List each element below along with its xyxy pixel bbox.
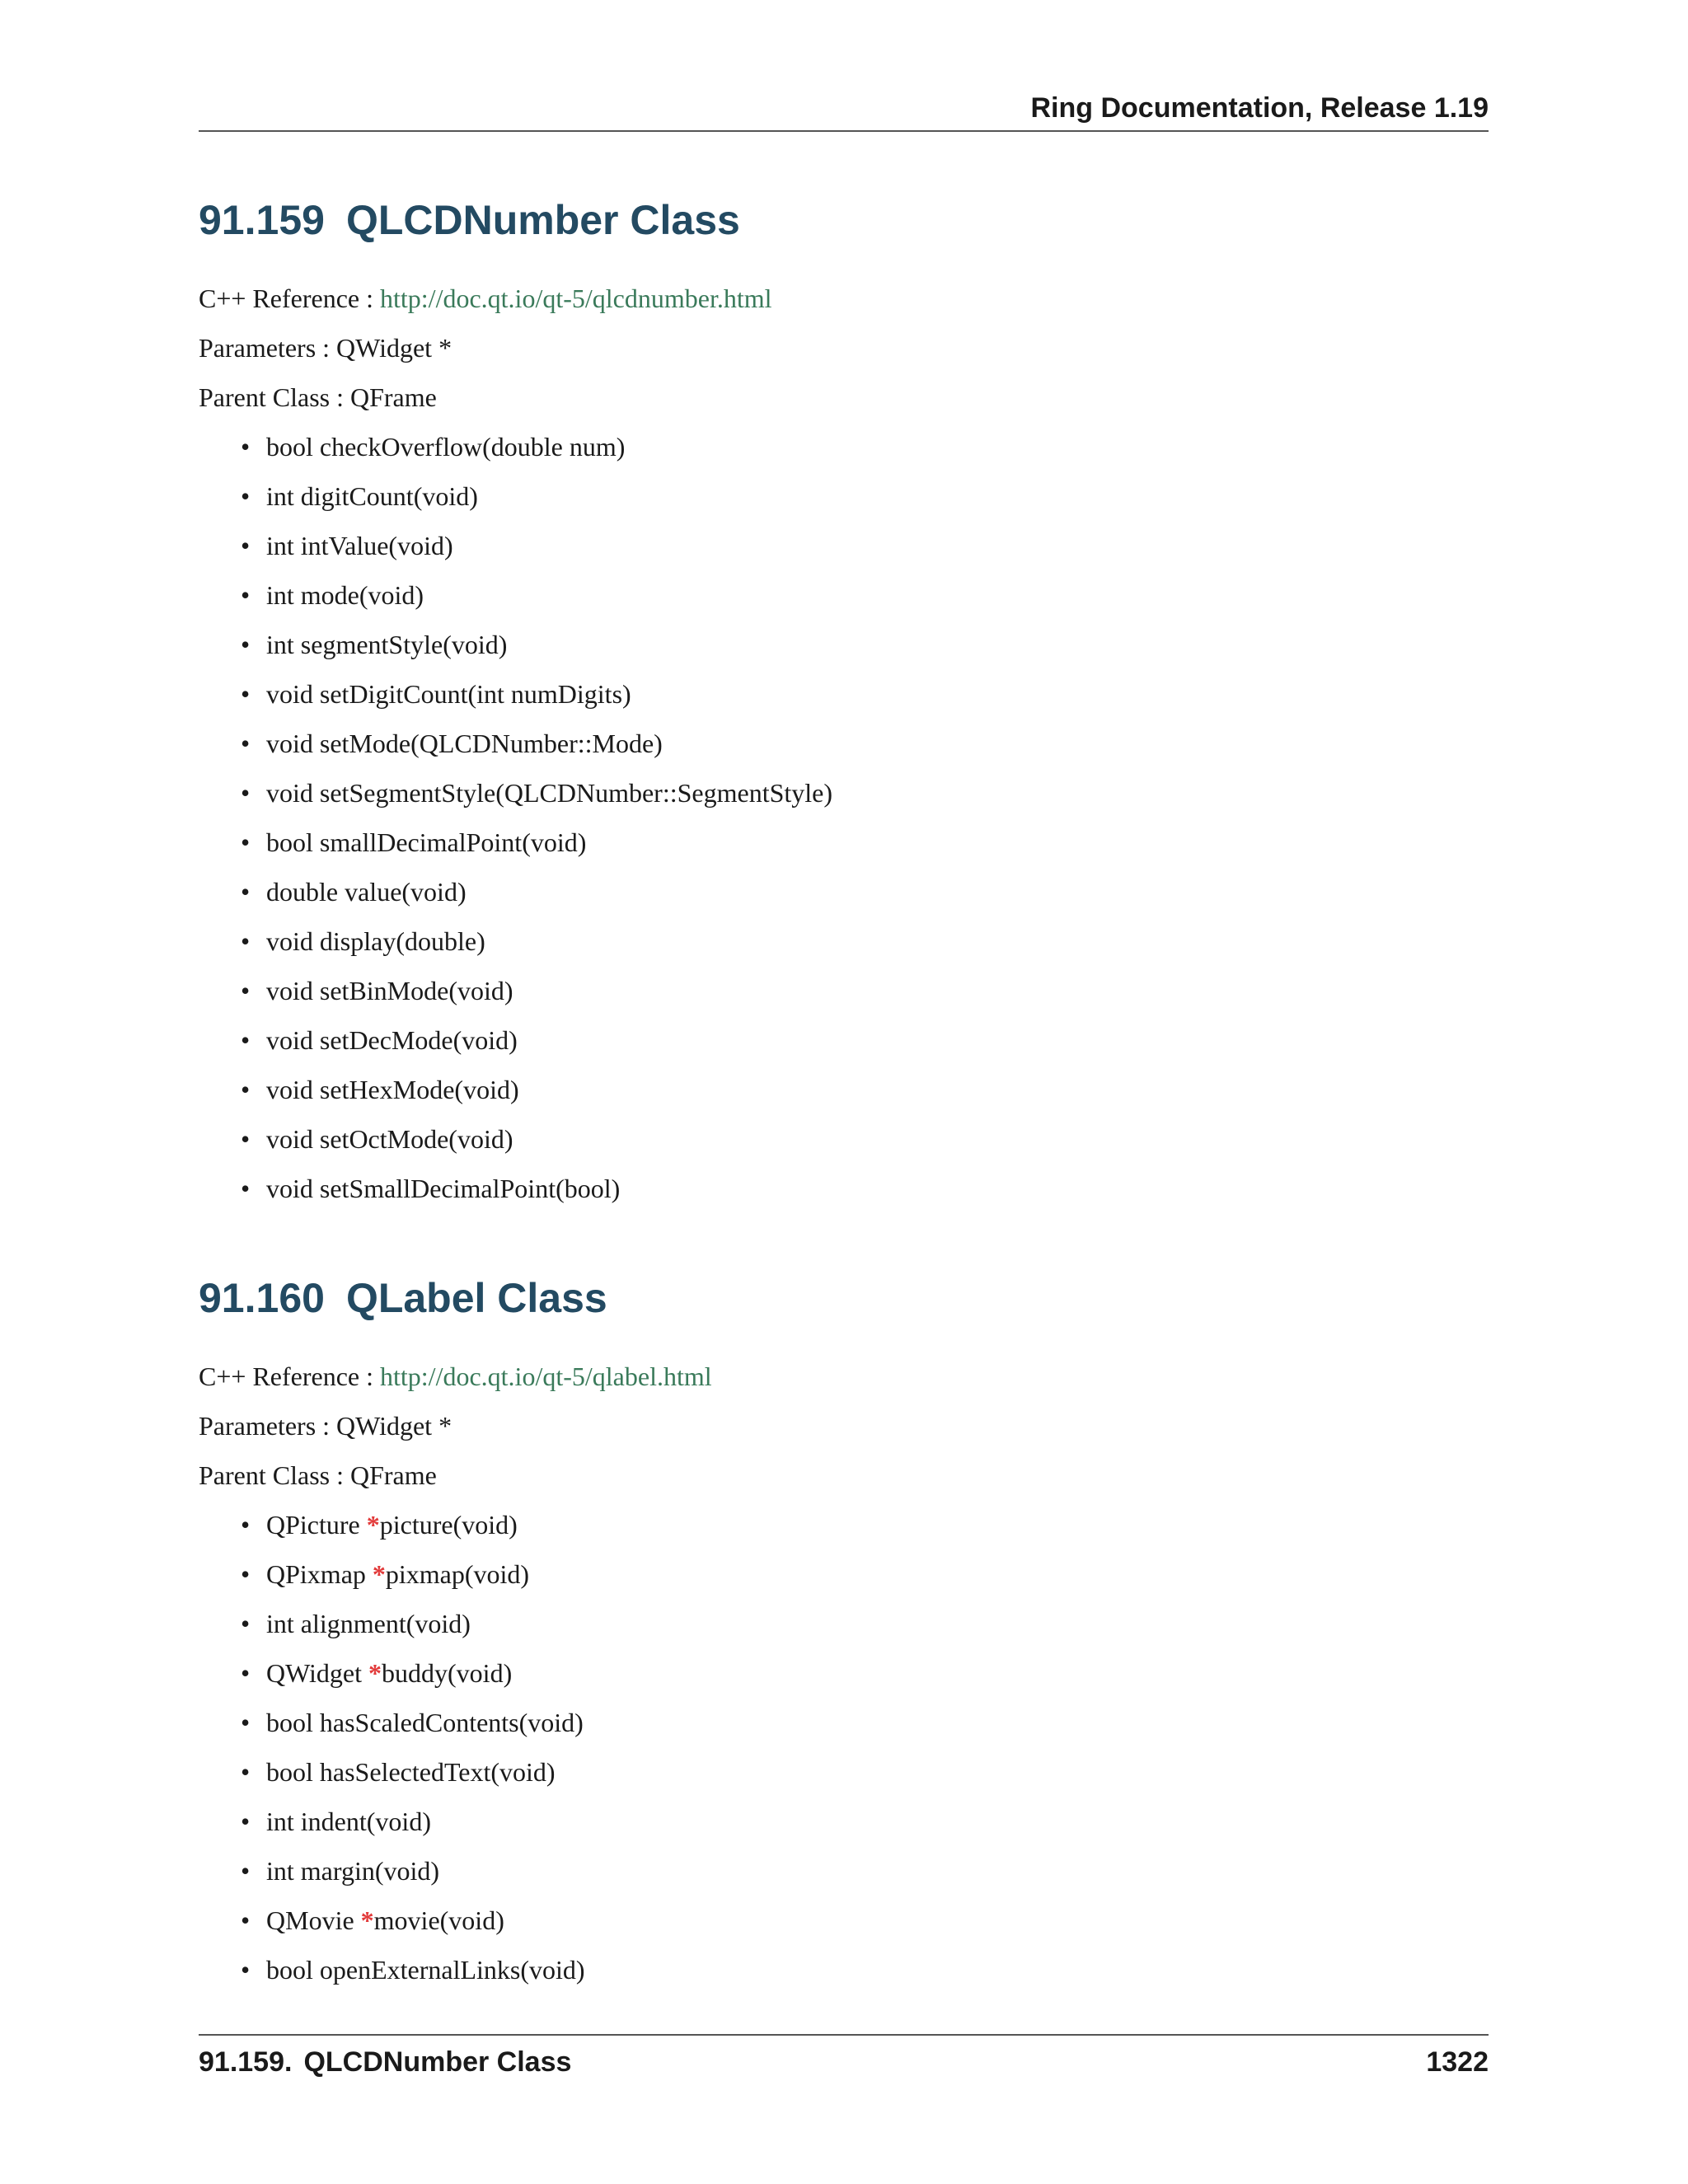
list-item: • void setSegmentStyle(QLCDNumber::SegmentStyle): [266, 768, 1489, 818]
list-item: • int mode(void): [266, 570, 1489, 620]
running-header: Ring Documentation, Release 1.19: [1030, 92, 1489, 124]
cpp-reference-label: C++ Reference :: [199, 284, 380, 313]
method-signature: picture(void): [379, 1510, 518, 1540]
method-return-type: QMovie: [266, 1905, 361, 1935]
list-item: • void setMode(QLCDNumber::Mode): [266, 719, 1489, 768]
section-title: [199, 1269, 1489, 1327]
list-item: • void setHexMode(void): [266, 1065, 1489, 1114]
parameters-line: Parameters : QWidget *: [199, 1411, 452, 1441]
method-list: [199, 422, 1489, 1213]
list-item: [266, 1896, 1489, 1945]
pointer-marker: *: [368, 1658, 382, 1688]
pointer-marker: *: [366, 1510, 380, 1540]
method-return-type: QPicture: [266, 1510, 367, 1540]
list-item: • void setOctMode(void): [266, 1114, 1489, 1164]
section-qlabel: [199, 1269, 1489, 1994]
list-item: • void setSmallDecimalPoint(bool): [266, 1164, 1489, 1213]
list-item: • void setBinMode(void): [266, 966, 1489, 1015]
list-item: [266, 1797, 1489, 1846]
section-number: 91.160: [199, 1275, 325, 1321]
footer-section: [199, 2042, 571, 2082]
section-title-text: QLCDNumber Class: [345, 197, 740, 243]
list-item: • void setDecMode(void): [266, 1015, 1489, 1065]
method-return-type: QPixmap: [266, 1559, 373, 1589]
list-item: [266, 1500, 1489, 1549]
list-item: [266, 1698, 1489, 1747]
list-item: [266, 1549, 1489, 1599]
parent-class-line: Parent Class : QFrame: [199, 382, 437, 412]
footer-section-title: QLCDNumber Class: [303, 2046, 572, 2078]
list-item: [266, 1648, 1489, 1698]
list-item: • int segmentStyle(void): [266, 620, 1489, 669]
parameters-line: Parameters : QWidget *: [199, 333, 452, 363]
method-signature: bool hasSelectedText(void): [266, 1757, 556, 1787]
method-signature: buddy(void): [382, 1658, 513, 1688]
cpp-reference-line: [199, 274, 1489, 323]
method-signature: bool hasScaledContents(void): [266, 1708, 584, 1737]
pointer-marker: *: [360, 1905, 374, 1935]
method-signature: int margin(void): [266, 1856, 440, 1886]
cpp-reference-line: [199, 1352, 1489, 1401]
header-rule: [199, 130, 1489, 132]
list-item: • void setDigitCount(int numDigits): [266, 669, 1489, 719]
list-item: • int intValue(void): [266, 521, 1489, 570]
cpp-reference-label: C++ Reference :: [199, 1361, 380, 1391]
method-signature: pixmap(void): [385, 1559, 530, 1589]
parent-class-line: Parent Class : QFrame: [199, 1460, 437, 1490]
section-number: 91.159: [199, 197, 325, 243]
section-title-text: QLabel Class: [345, 1275, 607, 1321]
footer-section-number: 91.159.: [199, 2046, 293, 2078]
document-page: [199, 0, 1489, 2184]
list-item: [266, 1846, 1489, 1896]
page-number: 1322: [1426, 2046, 1489, 2078]
cpp-reference-link[interactable]: http://doc.qt.io/qt-5/qlabel.html: [380, 1361, 712, 1391]
method-signature: int alignment(void): [266, 1609, 471, 1638]
method-signature: movie(void): [373, 1905, 504, 1935]
method-signature: int indent(void): [266, 1807, 431, 1836]
list-item: • bool checkOverflow(double num): [266, 422, 1489, 471]
list-item: • double value(void): [266, 867, 1489, 916]
list-item: • bool smallDecimalPoint(void): [266, 818, 1489, 867]
list-item: [266, 1747, 1489, 1797]
section-title: [199, 191, 1489, 249]
section-qlcdnumber: [199, 191, 1489, 1213]
list-item: • void display(double): [266, 916, 1489, 966]
cpp-reference-link[interactable]: http://doc.qt.io/qt-5/qlcdnumber.html: [380, 284, 772, 313]
list-item: [266, 1599, 1489, 1648]
method-list: [199, 1500, 1489, 1994]
list-item: • int digitCount(void): [266, 471, 1489, 521]
section-meta: [199, 274, 1489, 422]
footer-rule: [199, 2034, 1489, 2036]
method-signature: bool openExternalLinks(void): [266, 1955, 585, 1985]
section-meta: [199, 1352, 1489, 1500]
pointer-marker: *: [372, 1559, 386, 1589]
list-item: [266, 1945, 1489, 1994]
method-return-type: QWidget: [266, 1658, 369, 1688]
